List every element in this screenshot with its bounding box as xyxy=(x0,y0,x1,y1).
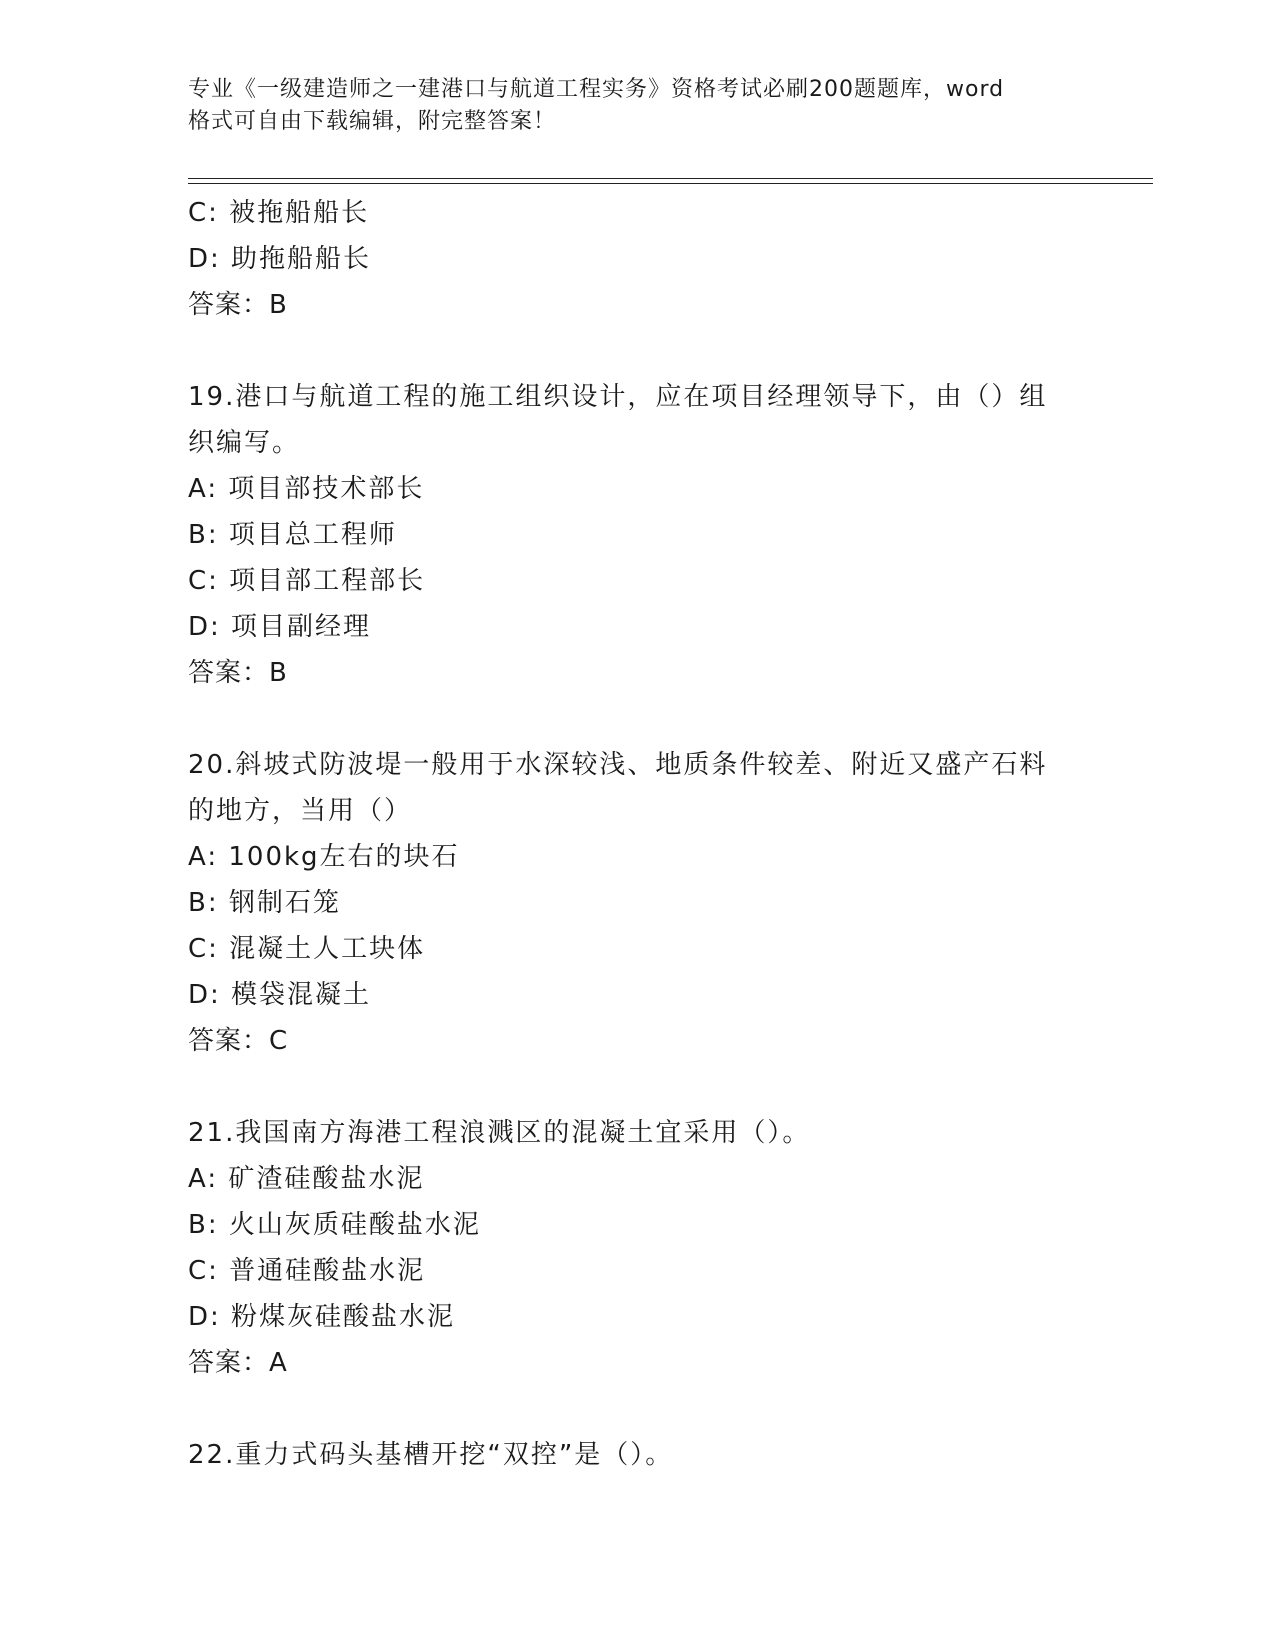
question-19 xyxy=(188,374,1088,696)
header-line-2: 格式可自由下载编辑，附完整答案！ xyxy=(188,109,557,134)
question-22 xyxy=(188,1432,1088,1478)
header-line-1: 专业《一级建造师之一建港口与航道工程实务》资格考试必刷200题题库，word xyxy=(188,77,1005,102)
option-c: C: 项目部工程部长 xyxy=(188,566,426,596)
option-c: C: 普通硅酸盐水泥 xyxy=(188,1256,426,1286)
question-stem-line: 织编写。 xyxy=(188,428,301,458)
option-b: B: 钢制石笼 xyxy=(188,888,341,918)
option-b: B: 项目总工程师 xyxy=(188,520,397,550)
header-divider-bottom xyxy=(188,183,1153,184)
option-a: A: 100kg左右的块石 xyxy=(188,842,460,872)
spacer xyxy=(188,1386,1088,1432)
question-stem-line: 21.我国南方海港工程浪溅区的混凝土宜采用（）。 xyxy=(188,1118,811,1148)
answer: 答案：B xyxy=(188,658,288,688)
answer: 答案：C xyxy=(188,1026,289,1056)
question-20 xyxy=(188,742,1088,1064)
answer: 答案：B xyxy=(188,290,288,320)
question-list xyxy=(188,190,1088,1478)
spacer xyxy=(188,696,1088,742)
spacer xyxy=(188,328,1088,374)
header-divider-top xyxy=(188,178,1153,179)
answer: 答案：A xyxy=(188,1348,288,1378)
option-c: C: 被拖船船长 xyxy=(188,198,370,228)
question-stem-line: 19.港口与航道工程的施工组织设计，应在项目经理领导下，由（）组 xyxy=(188,382,1048,412)
option-d: D: 模袋混凝土 xyxy=(188,980,372,1010)
question-18-tail xyxy=(188,190,1088,328)
spacer xyxy=(188,1064,1088,1110)
option-d: D: 助拖船船长 xyxy=(188,244,372,274)
document-header xyxy=(188,74,1088,138)
question-stem-line: 20.斜坡式防波堤一般用于水深较浅、地质条件较差、附近又盛产石料 xyxy=(188,750,1048,780)
option-d: D: 粉煤灰硅酸盐水泥 xyxy=(188,1302,456,1332)
option-a: A: 矿渣硅酸盐水泥 xyxy=(188,1164,425,1194)
question-21 xyxy=(188,1110,1088,1386)
option-b: B: 火山灰质硅酸盐水泥 xyxy=(188,1210,481,1240)
question-stem-line: 的地方，当用（） xyxy=(188,796,413,826)
question-stem-line: 22.重力式码头基槽开挖“双控”是（）。 xyxy=(188,1440,674,1470)
option-a: A: 项目部技术部长 xyxy=(188,474,425,504)
option-d: D: 项目副经理 xyxy=(188,612,372,642)
option-c: C: 混凝土人工块体 xyxy=(188,934,426,964)
